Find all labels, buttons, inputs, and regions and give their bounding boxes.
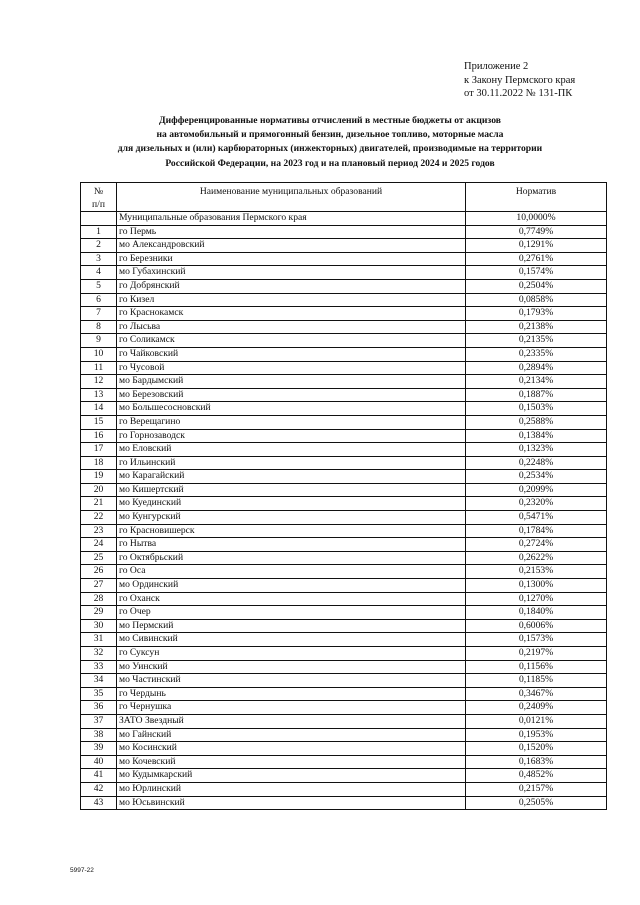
row-value: 0,0121%: [466, 714, 607, 728]
row-number: 9: [81, 334, 117, 348]
row-number: 33: [81, 660, 117, 674]
table-row: [81, 579, 607, 593]
row-value: 0,1953%: [466, 728, 607, 742]
row-name: го Краснокамск: [117, 307, 466, 321]
row-value: 0,2153%: [466, 565, 607, 579]
row-value: 0,1384%: [466, 429, 607, 443]
row-name: мо Косинский: [117, 742, 466, 756]
row-number: 11: [81, 361, 117, 375]
total-number: [81, 212, 117, 226]
table-row: [81, 782, 607, 796]
appendix-law-date: от 30.11.2022 № 131-ПК: [464, 88, 573, 99]
row-value: 0,1887%: [466, 388, 607, 402]
table-row: [81, 701, 607, 715]
row-name: го Нытва: [117, 538, 466, 552]
table-row: [81, 225, 607, 239]
row-name: го Красновишерск: [117, 524, 466, 538]
table-row: [81, 592, 607, 606]
row-value: 0,2157%: [466, 782, 607, 796]
row-name: мо Александровский: [117, 239, 466, 253]
row-number: 29: [81, 606, 117, 620]
row-number: 31: [81, 633, 117, 647]
title-line-1: Дифференцированные нормативы отчислений в местные бюджеты от акцизов: [159, 115, 501, 126]
row-name: мо Большесосновский: [117, 402, 466, 416]
row-name: го Оса: [117, 565, 466, 579]
row-value: 0,2894%: [466, 361, 607, 375]
row-value: 0,2138%: [466, 320, 607, 334]
row-number: 13: [81, 388, 117, 402]
table-row: [81, 511, 607, 525]
row-value: 0,2320%: [466, 497, 607, 511]
table-row: [81, 647, 607, 661]
table-row: [81, 687, 607, 701]
appendix-law-reference: к Закону Пермского края: [464, 74, 576, 86]
table-row: [81, 497, 607, 511]
row-name: мо Частинский: [117, 674, 466, 688]
row-name: го Верещагино: [117, 415, 466, 429]
row-value: 0,3467%: [466, 687, 607, 701]
row-value: 0,5471%: [466, 511, 607, 525]
row-number: 8: [81, 320, 117, 334]
row-number: 7: [81, 307, 117, 321]
row-name: мо Губахинский: [117, 266, 466, 280]
row-number: 2: [81, 239, 117, 253]
row-value: 0,2622%: [466, 551, 607, 565]
table-row: [81, 375, 607, 389]
row-name: мо Еловский: [117, 443, 466, 457]
row-value: 0,1784%: [466, 524, 607, 538]
row-name: го Очер: [117, 606, 466, 620]
table-row: [81, 443, 607, 457]
row-number: 1: [81, 225, 117, 239]
row-number: 27: [81, 579, 117, 593]
row-value: 0,1291%: [466, 239, 607, 253]
table-row: [81, 538, 607, 552]
row-number: 24: [81, 538, 117, 552]
row-number: 23: [81, 524, 117, 538]
row-number: 39: [81, 742, 117, 756]
table-row: [81, 347, 607, 361]
header-name: Наименование муниципальных образований: [117, 183, 466, 212]
row-number: 42: [81, 782, 117, 796]
row-number: 34: [81, 674, 117, 688]
row-name: го Оханск: [117, 592, 466, 606]
document-title: [60, 114, 600, 171]
row-number: 41: [81, 769, 117, 783]
table-row: [81, 606, 607, 620]
row-value: 0,2197%: [466, 647, 607, 661]
row-value: 0,7749%: [466, 225, 607, 239]
row-value: 0,2761%: [466, 252, 607, 266]
table-row: [81, 239, 607, 253]
row-number: 22: [81, 511, 117, 525]
row-number: 12: [81, 375, 117, 389]
table-row: [81, 402, 607, 416]
table-row: [81, 769, 607, 783]
table-row: [81, 361, 607, 375]
table-total-row: [81, 212, 607, 226]
row-name: го Чердынь: [117, 687, 466, 701]
title-line-4: Российской Федерации, на 2023 год и на плановый период 2024 и 2025 годов: [165, 157, 495, 169]
row-name: го Октябрьский: [117, 551, 466, 565]
row-name: го Суксун: [117, 647, 466, 661]
row-number: 14: [81, 402, 117, 416]
row-name: мо Кудымкарский: [117, 769, 466, 783]
row-value: 0,0858%: [466, 293, 607, 307]
row-value: 0,1185%: [466, 674, 607, 688]
row-number: 37: [81, 714, 117, 728]
table-row: [81, 320, 607, 334]
row-value: 0,1503%: [466, 402, 607, 416]
appendix-label: Приложение 2: [464, 61, 529, 72]
table-row: [81, 565, 607, 579]
row-value: 0,1156%: [466, 660, 607, 674]
row-value: 0,1793%: [466, 307, 607, 321]
row-name: мо Сивинский: [117, 633, 466, 647]
row-name: мо Кочевский: [117, 755, 466, 769]
row-value: 0,1323%: [466, 443, 607, 457]
row-name: го Пермь: [117, 225, 466, 239]
row-value: 0,2505%: [466, 796, 607, 810]
row-name: мо Пермский: [117, 619, 466, 633]
normatives-table: [80, 182, 607, 810]
row-value: 0,2588%: [466, 415, 607, 429]
table-row: [81, 388, 607, 402]
table-row: [81, 633, 607, 647]
row-value: 0,1520%: [466, 742, 607, 756]
row-value: 0,2248%: [466, 456, 607, 470]
row-value: 0,2504%: [466, 279, 607, 293]
row-name: го Горнозаводск: [117, 429, 466, 443]
row-number: 17: [81, 443, 117, 457]
row-name: мо Куединский: [117, 497, 466, 511]
appendix-header: [464, 60, 575, 101]
row-value: 0,1683%: [466, 755, 607, 769]
row-number: 25: [81, 551, 117, 565]
row-number: 26: [81, 565, 117, 579]
row-number: 6: [81, 293, 117, 307]
row-number: 21: [81, 497, 117, 511]
document-code: 5997-22: [70, 867, 94, 874]
row-number: 40: [81, 755, 117, 769]
row-number: 3: [81, 252, 117, 266]
row-value: 0,6006%: [466, 619, 607, 633]
row-name: го Чайковский: [117, 347, 466, 361]
row-value: 0,1840%: [466, 606, 607, 620]
row-name: мо Кунгурский: [117, 511, 466, 525]
row-number: 35: [81, 687, 117, 701]
table-row: [81, 415, 607, 429]
row-name: го Кизел: [117, 293, 466, 307]
row-name: го Добрянский: [117, 279, 466, 293]
row-name: мо Гайнский: [117, 728, 466, 742]
total-value: 10,0000%: [466, 212, 607, 226]
row-number: 30: [81, 619, 117, 633]
row-number: 16: [81, 429, 117, 443]
row-name: мо Юсьвинский: [117, 796, 466, 810]
row-number: 18: [81, 456, 117, 470]
row-number: 36: [81, 701, 117, 715]
row-name: мо Ординский: [117, 579, 466, 593]
row-name: мо Юрлинский: [117, 782, 466, 796]
table-row: [81, 334, 607, 348]
row-number: 19: [81, 470, 117, 484]
row-number: 43: [81, 796, 117, 810]
row-value: 0,2134%: [466, 375, 607, 389]
row-value: 0,2724%: [466, 538, 607, 552]
header-value: Норматив: [466, 183, 607, 212]
table-row: [81, 307, 607, 321]
table-row: [81, 714, 607, 728]
row-number: 4: [81, 266, 117, 280]
table-row: [81, 470, 607, 484]
table-row: [81, 551, 607, 565]
row-value: 0,1573%: [466, 633, 607, 647]
table-row: [81, 660, 607, 674]
row-name: ЗАТО Звездный: [117, 714, 466, 728]
row-name: го Лысьва: [117, 320, 466, 334]
row-name: го Чернушка: [117, 701, 466, 715]
row-name: мо Бардымский: [117, 375, 466, 389]
row-number: 32: [81, 647, 117, 661]
title-line-2: на автомобильный и прямогонный бензин, дизельное топливо, моторные масла: [156, 129, 504, 141]
table-row: [81, 429, 607, 443]
title-line-3: для дизельных и (или) карбюраторных (инжекторных) двигателей, производимые на территории: [117, 143, 543, 155]
row-value: 0,4852%: [466, 769, 607, 783]
table-row: [81, 619, 607, 633]
row-name: мо Кишертский: [117, 483, 466, 497]
row-value: 0,2099%: [466, 483, 607, 497]
table-row: [81, 728, 607, 742]
table-row: [81, 456, 607, 470]
row-value: 0,2534%: [466, 470, 607, 484]
table-row: [81, 293, 607, 307]
table-row: [81, 742, 607, 756]
table-row: [81, 266, 607, 280]
row-value: 0,2335%: [466, 347, 607, 361]
row-number: 10: [81, 347, 117, 361]
row-name: го Ильинский: [117, 456, 466, 470]
row-name: мо Березовский: [117, 388, 466, 402]
table-row: [81, 483, 607, 497]
row-name: го Соликамск: [117, 334, 466, 348]
row-value: 0,2135%: [466, 334, 607, 348]
total-name: Муниципальные образования Пермского края: [117, 212, 466, 226]
header-number: № п/п: [81, 183, 117, 212]
row-number: 15: [81, 415, 117, 429]
row-name: го Березники: [117, 252, 466, 266]
row-value: 0,1574%: [466, 266, 607, 280]
row-name: го Чусовой: [117, 361, 466, 375]
row-number: 28: [81, 592, 117, 606]
table-row: [81, 279, 607, 293]
row-value: 0,1300%: [466, 579, 607, 593]
row-name: мо Карагайский: [117, 470, 466, 484]
row-value: 0,1270%: [466, 592, 607, 606]
table-header-row: [81, 183, 607, 212]
row-name: мо Уинский: [117, 660, 466, 674]
row-value: 0,2409%: [466, 701, 607, 715]
table-row: [81, 524, 607, 538]
table-row: [81, 796, 607, 810]
table-row: [81, 755, 607, 769]
row-number: 5: [81, 279, 117, 293]
table-row: [81, 252, 607, 266]
table-row: [81, 674, 607, 688]
row-number: 20: [81, 483, 117, 497]
row-number: 38: [81, 728, 117, 742]
